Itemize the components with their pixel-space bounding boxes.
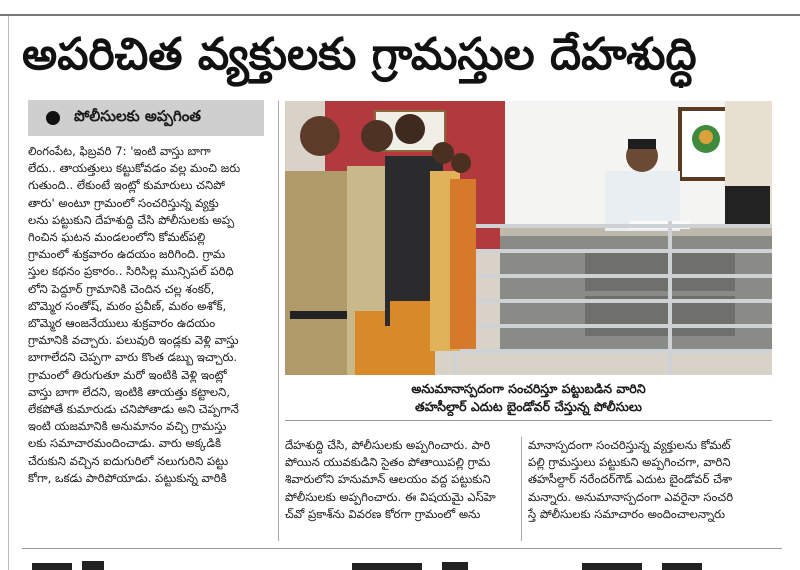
top-rule (0, 14, 800, 16)
column-divider-2 (521, 437, 522, 541)
next-article-cutoff (22, 556, 782, 570)
article-line: గ్రామంలో శుక్రవారం ఉదయం జరిగింది. గ్రామ (28, 247, 226, 262)
subheading-box (28, 100, 264, 136)
caption-line-2: తహసీల్దార్ ఎదుట బైండోవర్ చేస్తున్న పోలీసులు (414, 399, 643, 414)
article-line: స్తే పోలీసులకు సమాచారం అందించాలన్నారు (528, 506, 725, 521)
subheading-text: పోలీసులకు అప్పగింత (74, 107, 201, 125)
article-line: లను పట్టుకుని దేహశుద్ధి చేసి పోలీసులకు అప్ప (28, 212, 235, 227)
article-line: ఇంటి యజమానికి అనుమానం వచ్చి గ్రామస్తు (28, 419, 227, 434)
article-line: మానాస్పదంగా సంచరిస్తున్న వ్యక్తులను కోమట్ (528, 438, 731, 452)
bullet-icon (46, 111, 60, 125)
article-line: చ్‌వో ప్రకాశ్‌ను వివరణ కోరగా గ్రామంలో అను (285, 506, 481, 521)
article-column-2 (285, 437, 515, 523)
article-line: శివారులోని హనుమాన్ ఆలయం వద్ద పట్టుకుని (285, 472, 491, 487)
article-line: మన్నారు. అనుమానాస్పదంగా ఎవరైనా సంచరి (528, 489, 734, 504)
bottom-rule (22, 548, 782, 549)
column-divider (278, 101, 279, 541)
article-line: బొమ్మెర ఆంజనేయులు శుక్రవారం ఉదయం (28, 316, 216, 331)
article-line: లింగంపేట, ఫిబ్రవరి 7: 'ఇంటి వాస్తు బాగా (28, 144, 211, 158)
article-line: వాస్తు బాగా లేదని, ఇంటికి తాయత్తు కట్టాలని, (28, 384, 230, 399)
article-line: గ్రామంలో తిరుగుతూ మరో ఇంటికి వెళ్లి ఇంట్లో (28, 367, 227, 382)
article-line: లేదు.. తాయత్తులు కట్టుకోవడం వల్ల మంచి జరు (28, 161, 241, 176)
left-rule (8, 16, 9, 570)
article-line: స్తుల కథనం ప్రకారం.. సిరిసిల్ల మున్సిపల్ పరిధి (28, 264, 234, 279)
article-line: తహసీల్దార్ నరేందర్‌గౌడ్ ఎదుట బైండోవర్ చేశా (528, 472, 733, 487)
article-line: తారు' అంటూ గ్రామంలో సంచరిస్తున్న వ్యక్తు (28, 195, 219, 210)
cutoff-text-shapes (22, 557, 782, 570)
news-photo (285, 101, 772, 375)
article-line: గించిన ఘటన మండలంలోని కోమట్‌పల్లి (28, 230, 206, 245)
headline: అపరిచిత వ్యక్తులకు గ్రామస్తుల దేహశుద్ధి (22, 29, 697, 80)
article-line: లోని పెద్దూర్ గ్రామానికి చెందిన చల్ల శంకర్, (28, 281, 215, 296)
caption-line-1: అనుమానాస్పదంగా సంచరిస్తూ పట్టుబడిన వారిని (411, 381, 646, 396)
article-line: పోయిన యువకుడిని సైతం పోతాయిపల్లి గ్రామ (285, 455, 491, 470)
article-column-3 (528, 437, 772, 523)
article-line: లకు సమాచారమందించాడు. వారు అక్కడికి (28, 436, 221, 451)
article-line: గుతుంది.. లేకుంటే ఇంట్లో కుమారులు చనిపో (28, 178, 225, 193)
photo-caption (285, 380, 772, 416)
article-line: కోగా, ఒకడు పారిపోయాడు. పట్టుకున్న వారికి (28, 470, 227, 485)
photo-illustration (285, 101, 772, 375)
article-line: బొమ్మెర సంతోష్, మఠం ప్రవీణ్, మఠం అశోక్, (28, 298, 227, 313)
article-line: పల్లి గ్రామస్తులు పట్టుకుని అప్పగించగా, వారిని (528, 455, 731, 470)
article-line: గ్రామానికి వచ్చారు. పలువురి ఇండ్లకు వెళ్లి వాస్తు (28, 333, 239, 348)
article-line: దేహశుద్ధి చేసి, పోలీసులకు అప్పగించారు. పారి (285, 438, 491, 452)
article-line: పోలీసులకు అప్పగించారు. ఈ విషయమై ఎస్‌హె (285, 489, 496, 504)
caption-rule (285, 420, 772, 421)
article-line: లేకపోతే కుమారుడు చనిపోతాడు అని చెప్పగానే (28, 402, 239, 417)
article-line: చేరుకుని వచ్చిన ఐదుగురిలో నలుగురిని పట్టు (28, 453, 229, 468)
article-line: బాగాలేదని చెప్పగా వారు కొంత డబ్బు ఇచ్చారు. (28, 350, 238, 365)
article-column-1 (28, 143, 274, 487)
